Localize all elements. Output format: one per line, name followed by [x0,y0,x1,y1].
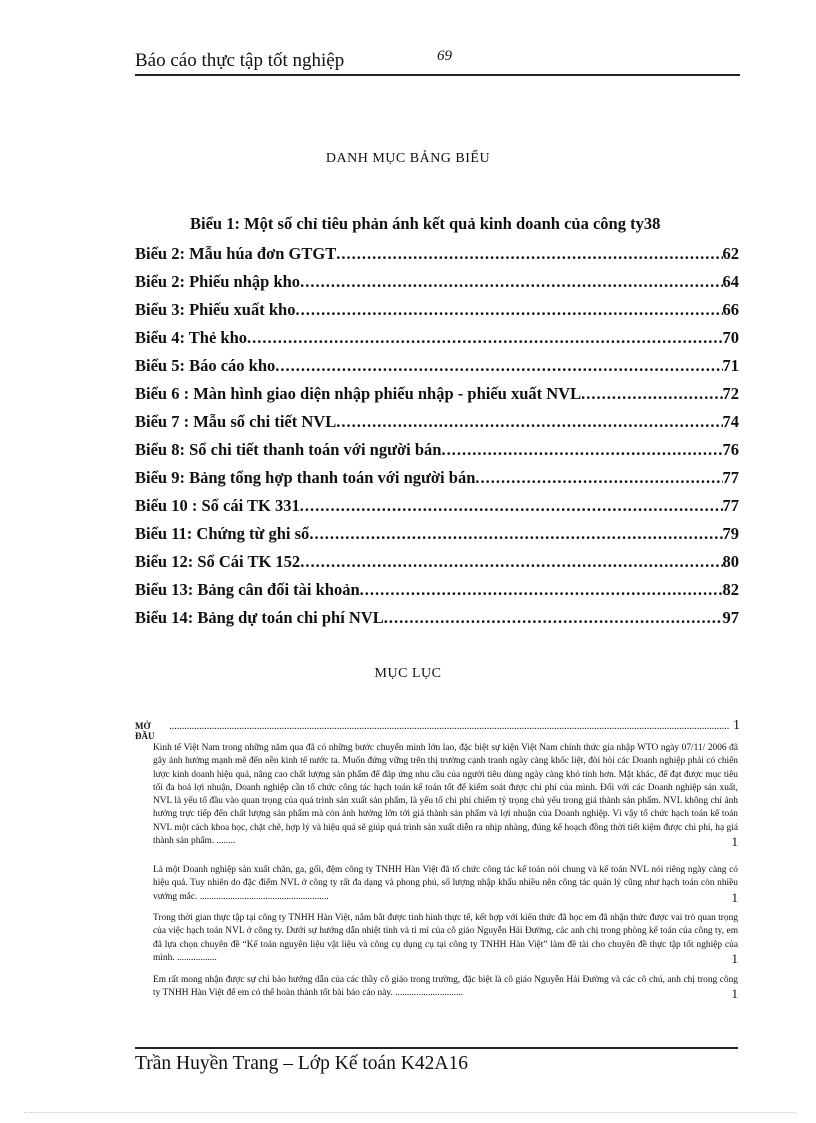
table-list-item-page: 77 [722,468,739,487]
table-list-item-label: Biểu 3: Phiếu xuất kho [135,300,296,319]
table-list-title: DANH MỤC BẢNG BIỂU [325,151,491,166]
contents-paragraph-2[interactable] [153,864,738,904]
table-list-item[interactable] [135,496,739,518]
table-list-item[interactable] [135,440,739,462]
paragraph-page: 1 [731,834,738,850]
table-list-item-label: Biểu 13: Bảng cân đối tài khoản [135,580,360,599]
table-list-item-label: Biểu 1: Một số chỉ tiêu phản ánh kết quả kinh doanh của công ty [190,214,644,233]
table-list-item-page: 70 [722,328,739,347]
table-list-item-page: 77 [722,496,739,515]
table-list-item-page: 74 [722,412,739,431]
table-list-item-label: Biểu 14: Bảng dự toán chi phí NVL [135,608,384,627]
leader-dots [300,272,722,292]
contents-paragraph-1[interactable] [153,742,738,848]
table-list-item[interactable] [135,328,739,350]
leader-dots [300,552,722,572]
table-list-item-label: Biểu 5: Báo cáo kho [135,356,276,375]
table-list-item-label: Biểu 12: Sổ Cái TK 152 [135,552,301,571]
leader-dots [247,328,722,348]
table-list-item[interactable] [135,300,739,322]
paragraph-text: Là một Doanh nghiệp sản xuất chăn, ga, gối, đệm công ty TNHH Hàn Việt đã tổ chức công tác kế toán nói chung và kế toán NVL nói riêng ngày càng có hiệu quả. Tuy nhiên do đặc điểm NVL ở công ty rất đa dạng và phong phú, số lượng nhập khẩu nhiều nên công tác quản lý cũng như hạch toán còn nhiều vướng mắc. ....................................................... [153,865,738,902]
table-list-item-label: Biểu 2: Phiếu nhập kho [135,272,301,291]
table-list-item-page: 76 [722,440,739,459]
leader-dots [169,721,729,732]
table-list-item[interactable] [135,356,739,378]
table-list-item[interactable] [135,214,739,236]
page-footer [135,1047,738,1079]
table-list-item-label: Biểu 4: Thẻ kho [135,328,248,347]
page-edge-line [24,1112,796,1113]
table-list-item-label: Biểu 7 : Mẫu sổ chi tiết NVL [135,412,337,431]
table-list-item-page: 72 [722,384,739,403]
table-list-item[interactable] [135,524,739,546]
leader-dots [475,468,722,488]
author-line: Trần Huyền Trang – Lớp Kế toán K42A16 [135,1053,468,1074]
intro-label: MỞ ĐẦU [135,721,155,741]
paragraph-text: Trong thời gian thực tập tại công ty TNHH Hàn Việt, nắm bắt được tình hình thực tế, kết hợp với kiến thức đã học em đã nhận thức được vai trò quan trọng của việc hạch toán NVL ở công ty. Dưới sự hướng dẫn nhiệt tình và tỉ mỉ của cô giáo Nguyễn Hải Đường, các anh chị trong phòng kế toán của công ty, em đã lựa chọn chuyên đề “Kế toán nguyên liệu vật liệu và công cụ dụng cụ tại công ty TNHH Hàn Việt” làm đề tài cho chuyên đề thực tập tốt nghiệp của mình. ................. [153,913,738,963]
leader-dots [275,356,722,376]
intro-page: 1 [733,718,740,733]
page-header [135,48,740,76]
table-list-item-page: 66 [722,300,739,319]
leader-dots [441,440,722,460]
table-list-item-label: Biểu 6 : Màn hình giao diện nhập phiếu nhập - phiếu xuất NVL [135,384,582,403]
table-list-item-page: 80 [722,552,739,571]
table-list-item-page: 38 [643,214,661,233]
table-list-item-page: 71 [722,356,739,375]
contents-title: MỤC LỤC [374,666,442,681]
table-list-item[interactable] [135,468,739,490]
paragraph-page: 1 [731,889,738,905]
table-list-item-page: 64 [722,272,739,291]
table-list-item-label: Biểu 8: Sổ chi tiết thanh toán với người bán [135,440,442,459]
intro-entry[interactable] [135,718,740,741]
page-number: 69 [437,48,452,64]
contents-paragraph-3[interactable] [153,912,738,965]
table-list-item[interactable] [135,552,739,574]
table-list-item[interactable] [135,384,739,406]
paragraph-text: Kinh tế Việt Nam trong những năm qua đã có những bước chuyển mình lớn lao, đặc biệt sự kiện Việt Nam chính thức gia nhập WTO ngày 07/11/ 2006 đã gây ảnh hưởng mạnh mẽ đến nền kinh tế nước ta. Muốn đứng vững trên thị trường cạnh tranh ngày càng khốc liệt, đòi hỏi các Doanh nghiệp phải có chiến lược kinh doanh hiệu quả, nâng cao chất lượng sản phẩm để đáp ứng nhu cầu của người tiêu dùng ngày càng khó tính hơn. Mặt khác, để đạt được mục tiêu tối đa hoá lợi nhuận, Doanh nghiệp cần tổ chức công tác hạch toán kế toán tốt để kiểm soát được chi phí của mình. Đối với các Doanh nghiệp sản xuất, NVL là yếu tố đầu vào quan trọng của quá trình sản xuất sản phẩm, là yếu tố chi phí chiếm tỷ trọng chủ yếu trong giá thành sản phẩm. NVL không chỉ ảnh hưởng trực tiếp đến chất lượng sản phẩm mà còn ảnh hưởng lớn tới giá thành sản phẩm và lợi nhuận của Doanh nghiệp. Vì vậy tổ chức hạch toán kế toán NVL một cách khoa học, chặt chẽ, hợp lý và hiệu quả sẽ giúp quá trình sản xuất diễn ra nhịp nhàng, đúng kế hoạch đồng thời tiết kiệm được chi phí, hạ giá thành sản phẩm. ........ [153,743,738,847]
leader-dots [336,244,722,264]
table-list-item-label: Biểu 11: Chứng từ ghi sổ [135,524,310,543]
leader-dots [581,384,722,404]
leader-dots [295,300,722,320]
table-list-item[interactable] [135,412,739,434]
leader-dots [336,412,722,432]
table-list-item-label: Biểu 2: Mẫu húa đơn GTGT [135,244,337,263]
table-list-item[interactable] [135,608,739,630]
table-list-item[interactable] [135,272,739,294]
table-list-item-page: 62 [722,244,739,263]
leader-dots [300,496,723,516]
leader-dots [360,580,723,600]
table-list-item[interactable] [135,244,739,266]
table-list-item[interactable] [135,580,739,602]
leader-dots [309,524,722,544]
paragraph-page: 1 [731,986,738,1002]
table-list-item-page: 97 [722,608,739,627]
table-list-item-page: 82 [722,580,739,599]
paragraph-text: Em rất mong nhận được sự chỉ bảo hướng dẫn của các thầy cô giáo trong trường, đặc biệt là cô giáo Nguyễn Hải Đường và các cô chú, anh chị trong công ty TNHH Hàn Việt để em có thể hoàn thành tốt bài báo cáo này. ............................. [153,975,738,999]
table-list-item-label: Biểu 10 : Sổ cái TK 331 [135,496,300,515]
report-title: Báo cáo thực tập tốt nghiệp [135,50,345,71]
contents-paragraph-4[interactable] [153,974,738,1001]
table-list-item-page: 79 [722,524,739,543]
table-list-item-label: Biểu 9: Bảng tổng hợp thanh toán với người bán [135,468,476,487]
paragraph-page: 1 [731,950,738,966]
leader-dots [384,608,723,628]
